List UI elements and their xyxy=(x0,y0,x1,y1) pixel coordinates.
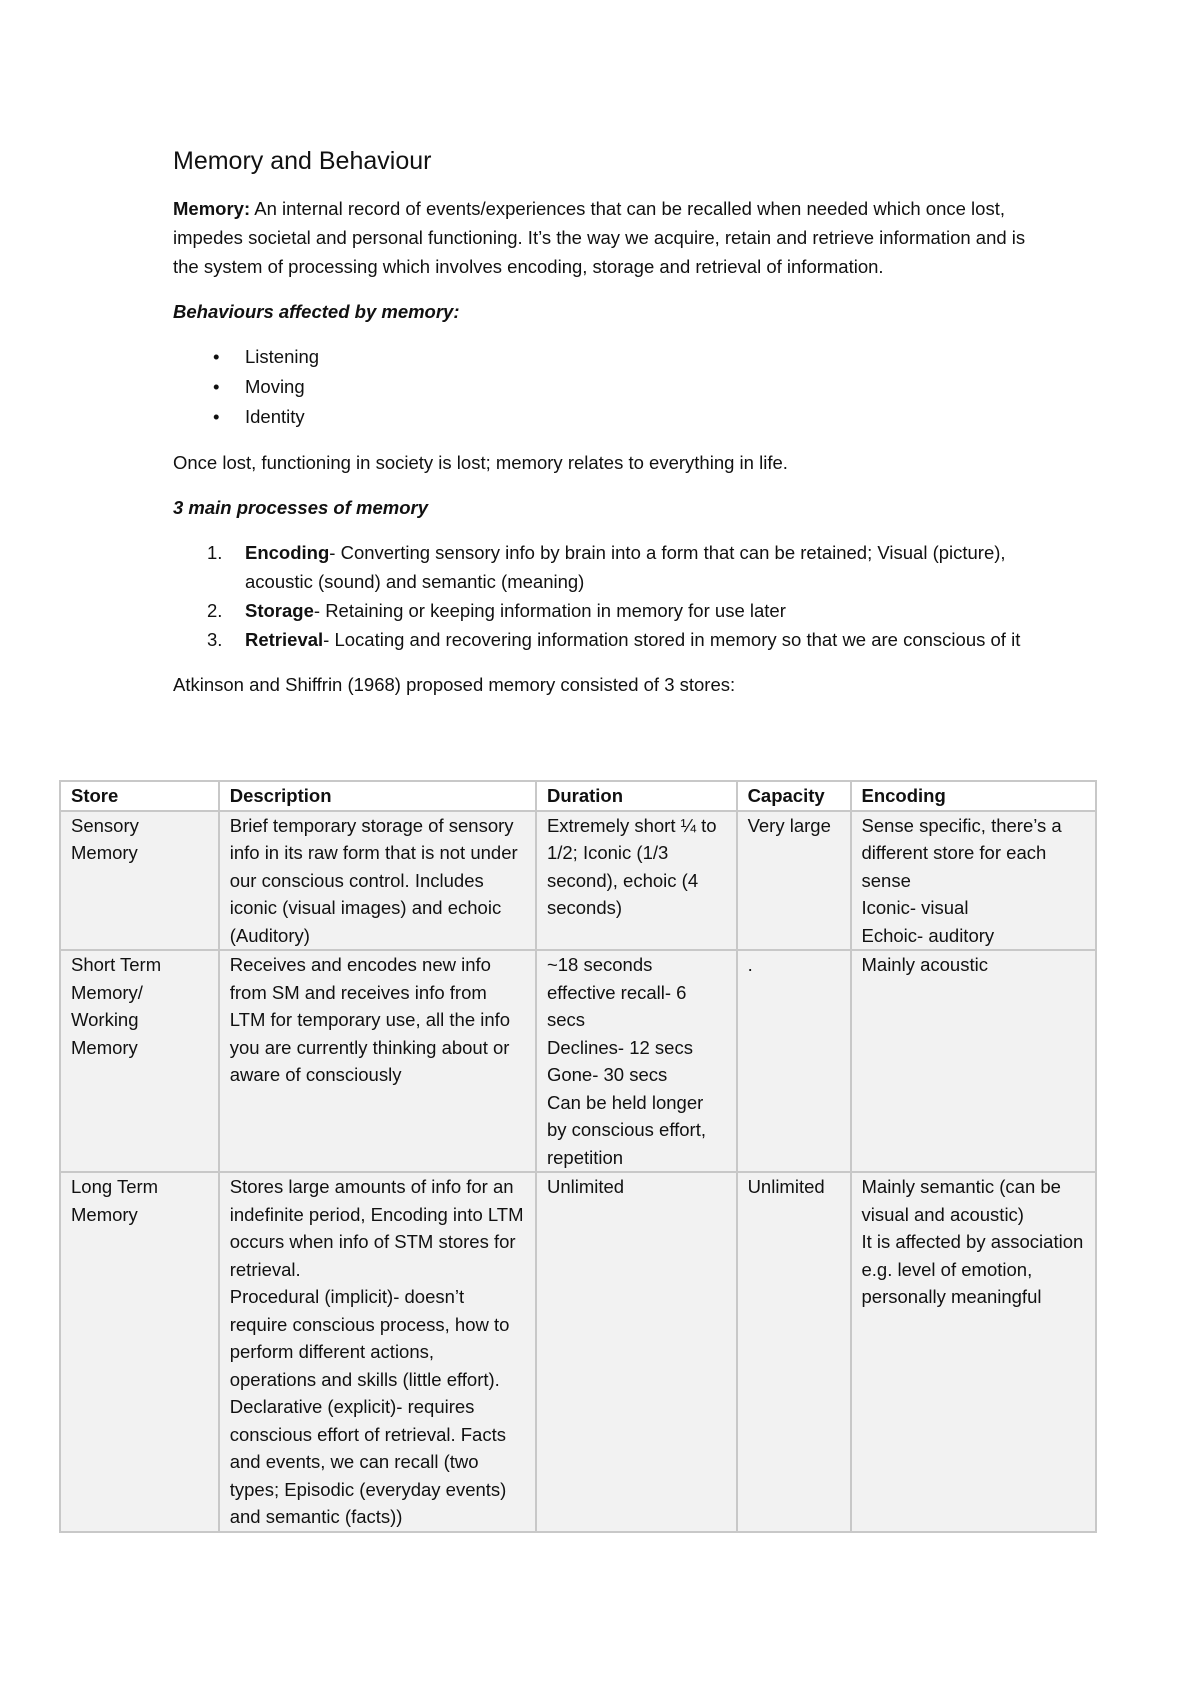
bullet-icon: • xyxy=(213,406,220,427)
store-cell: Sensory Memory xyxy=(60,811,219,951)
list-item-text: Identity xyxy=(245,406,305,427)
processes-list xyxy=(173,538,1033,654)
cell-line: ~18 seconds effective recall- 6 secs xyxy=(546,954,687,1030)
column-header: Encoding xyxy=(851,781,1097,811)
encoding-cell xyxy=(851,811,1097,951)
intro-paragraph: Atkinson and Shiffrin (1968) proposed memory consisted of 3 stores: xyxy=(173,674,736,695)
behaviours-heading: Behaviours affected by memory: xyxy=(173,301,460,322)
column-header: Description xyxy=(219,781,536,811)
cell-line: Mainly acoustic xyxy=(861,954,988,975)
table-header-row xyxy=(60,781,1096,811)
cell-line: Sense specific, there’s a different store for each sense xyxy=(861,814,1062,891)
cell-line: Declines- 12 secs xyxy=(546,1036,693,1058)
cell-line: Mainly semantic (can be visual and acoustic) xyxy=(861,1176,1061,1225)
column-header: Capacity xyxy=(737,781,851,811)
list-item xyxy=(173,342,1033,372)
definition-text: An internal record of events/experiences that can be recalled when needed which once lost, impedes societal and personal functioning. It’s the way we acquire, retain and retrieve information and is the system of processing which involves encoding, storage and retrieval of information. xyxy=(173,198,1026,277)
page-title: Memory and Behaviour xyxy=(173,147,432,175)
list-item-text: Listening xyxy=(245,346,320,367)
encoding-cell xyxy=(851,1172,1097,1532)
processes-heading: 3 main processes of memory xyxy=(173,497,428,518)
behaviours-list xyxy=(173,342,1033,432)
memory-stores-table xyxy=(59,780,1097,1533)
capacity-cell: Very large xyxy=(737,811,851,951)
encoding-cell xyxy=(851,950,1097,1172)
cell-line: Procedural (implicit)- doesn’t require conscious process, how to perform different actions, operations and skills (little effort). xyxy=(229,1286,510,1390)
cell-line: Iconic- visual xyxy=(861,897,969,918)
table-row xyxy=(60,1172,1096,1532)
description-cell: Receives and encodes new info from SM and receives info from LTM for temporary use, all the info you are currently thinking about or aware of consciously xyxy=(219,950,536,1172)
capacity-cell: Unlimited xyxy=(737,1172,851,1532)
list-item-text: Moving xyxy=(245,376,305,397)
duration-cell: Extremely short ¼ to 1/2; Iconic (1/3 second), echoic (4 seconds) xyxy=(536,811,737,951)
store-cell: Short Term Memory/ Working Memory xyxy=(60,950,219,1172)
list-number: 1. xyxy=(207,542,223,563)
bullet-icon: • xyxy=(213,376,220,397)
process-term: Storage xyxy=(245,600,314,621)
bullet-icon: • xyxy=(213,346,220,367)
column-header: Store xyxy=(60,781,219,811)
process-text: - Retaining or keeping information in memory for use later xyxy=(313,600,786,621)
store-cell: Long Term Memory xyxy=(60,1172,219,1532)
list-item xyxy=(173,372,1033,402)
cell-line: Can be held longer by conscious effort, repetition xyxy=(546,1091,707,1168)
cell-line: It is affected by association e.g. level of emotion, personally meaningful xyxy=(861,1231,1084,1307)
memory-definition xyxy=(173,194,1033,281)
list-item xyxy=(173,625,1033,654)
cell-line: Echoic- auditory xyxy=(861,924,995,946)
cell-line: Stores large amounts of info for an indefinite period, Encoding into LTM occurs when info of STM stores for retrieval. xyxy=(229,1176,524,1280)
list-item xyxy=(173,596,1033,625)
duration-cell xyxy=(536,950,737,1172)
column-header: Duration xyxy=(536,781,737,811)
once-lost-paragraph: Once lost, functioning in society is lost; memory relates to everything in life. xyxy=(173,452,788,473)
cell-line: Gone- 30 secs xyxy=(546,1064,668,1085)
process-term: Retrieval xyxy=(245,629,324,650)
definition-term: Memory: xyxy=(173,198,251,219)
table-row xyxy=(60,811,1096,951)
list-number: 3. xyxy=(207,629,223,650)
cell-line: Declarative (explicit)- requires conscious effort of retrieval. Facts and events, we can recall (two types; Episodic (everyday events) and semantic (facts)) xyxy=(229,1396,507,1527)
duration-cell: Unlimited xyxy=(536,1172,737,1532)
table-row xyxy=(60,950,1096,1172)
list-item xyxy=(173,402,1033,432)
list-number: 2. xyxy=(207,600,223,621)
list-item xyxy=(173,538,1033,596)
process-text: - Converting sensory info by brain into a form that can be retained; Visual (picture), acoustic (sound) and semantic (meaning) xyxy=(245,542,1006,592)
description-cell xyxy=(219,1172,536,1532)
capacity-cell: . xyxy=(737,950,851,1172)
process-text: - Locating and recovering information stored in memory so that we are conscious of it xyxy=(323,629,1021,650)
description-cell: Brief temporary storage of sensory info in its raw form that is not under our conscious control. Includes iconic (visual images) and echoic (Auditory) xyxy=(219,811,536,951)
document-body xyxy=(173,144,1033,715)
process-term: Encoding xyxy=(245,542,330,563)
